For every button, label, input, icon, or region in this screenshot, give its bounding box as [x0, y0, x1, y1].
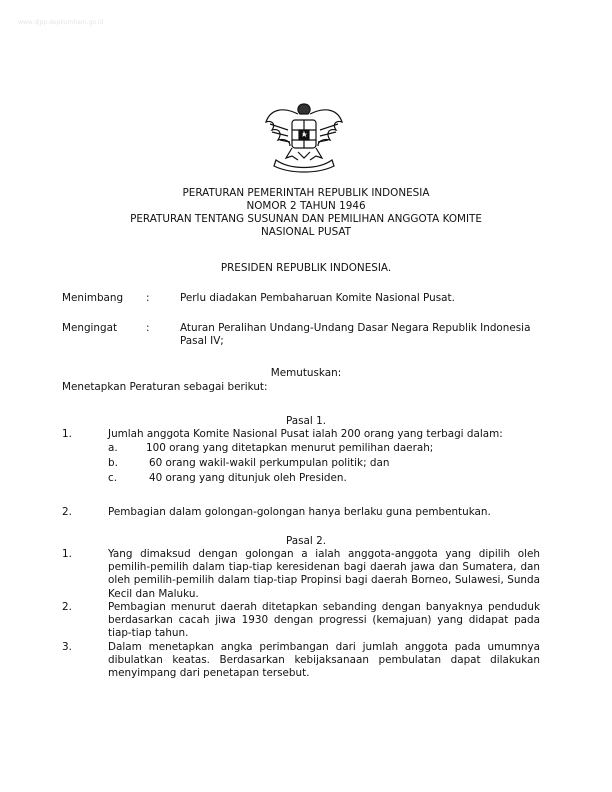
menetapkan-text: Menetapkan Peraturan sebagai berikut: [62, 381, 268, 393]
mengingat-line-1: Aturan Peralihan Undang-Undang Dasar Negara Republik Indonesia [180, 322, 531, 334]
pasal-2-item-text: Dalam menetapkan angka perimbangan dari jumlah anggota pada umumnya dibulatkan keatas. Berdasarkan kebijaksanaan pembulatan dapat dilakukan menyimpang dari penetapan tersebut. [108, 641, 540, 680]
pasal-1-item-number: 1. [62, 428, 72, 440]
sub-item-letter: b. [108, 457, 118, 469]
sub-item-text: 40 orang yang ditunjuk oleh Presiden. [149, 472, 347, 484]
pasal-2-item-number: 3. [62, 641, 72, 653]
pasal-2-item-number: 2. [62, 601, 72, 613]
title-line-2: NOMOR 2 TAHUN 1946 [246, 200, 366, 212]
sub-item-text: 100 orang yang ditetapkan menurut pemilihan daerah; [146, 442, 434, 454]
sub-item-text: 60 orang wakil-wakil perkumpulan politik; dan [149, 457, 390, 469]
pasal-2-item-number: 1. [62, 548, 72, 560]
pasal-1-item-number: 2. [62, 506, 72, 518]
memutuskan-heading: Memutuskan: [270, 367, 342, 379]
pasal-1-title: Pasal 1. [285, 415, 327, 427]
pasal-2-item-text: Yang dimaksud dengan golongan a ialah anggota-anggota yang dipilih oleh pemilih-pemilih dalam tiap-tiap keresidenan bagi daerah jawa dan Sumatera, dan oleh pemilih-pemilih dalam tiap-tiap Propinsi bagi daerah Borneo, Sulawesi, Sunda Kecil dan Maluku. [108, 548, 540, 600]
sub-item-letter: c. [108, 472, 118, 484]
mengingat-line-2: Pasal IV; [180, 335, 224, 347]
sub-item-letter: a. [108, 442, 118, 454]
menimbang-text: Perlu diadakan Pembaharuan Komite Nasional Pusat. [180, 292, 455, 304]
title-line-4: NASIONAL PUSAT [261, 226, 351, 238]
mengingat-colon: : [146, 322, 150, 334]
pasal-2-title: Pasal 2. [285, 535, 327, 547]
garuda-emblem-icon [262, 100, 346, 174]
watermark: www.djpp.depkumham.go.id [18, 19, 104, 26]
pasal-2-item-text: Pembagian menurut daerah ditetapkan sebanding dengan banyaknya penduduk berdasarkan cacah jiwa 1930 dengan progressi (kemajuan) yang didapat pada tiap-tiap tahun. [108, 601, 540, 640]
menimbang-label: Menimbang [62, 292, 124, 304]
title-line-3: PERATURAN TENTANG SUSUNAN DAN PEMILIHAN ANGGOTA KOMITE [130, 213, 482, 225]
president-heading: PRESIDEN REPUBLIK INDONESIA. [220, 262, 392, 274]
pasal-1-item-text: Pembagian dalam golongan-golongan hanya berlaku guna pembentukan. [108, 506, 491, 518]
menimbang-colon: : [146, 292, 150, 304]
mengingat-label: Mengingat [62, 322, 118, 334]
pasal-1-item-text: Jumlah anggota Komite Nasional Pusat ialah 200 orang yang terbagi dalam: [108, 428, 503, 440]
title-line-1: PERATURAN PEMERINTAH REPUBLIK INDONESIA [182, 187, 430, 199]
